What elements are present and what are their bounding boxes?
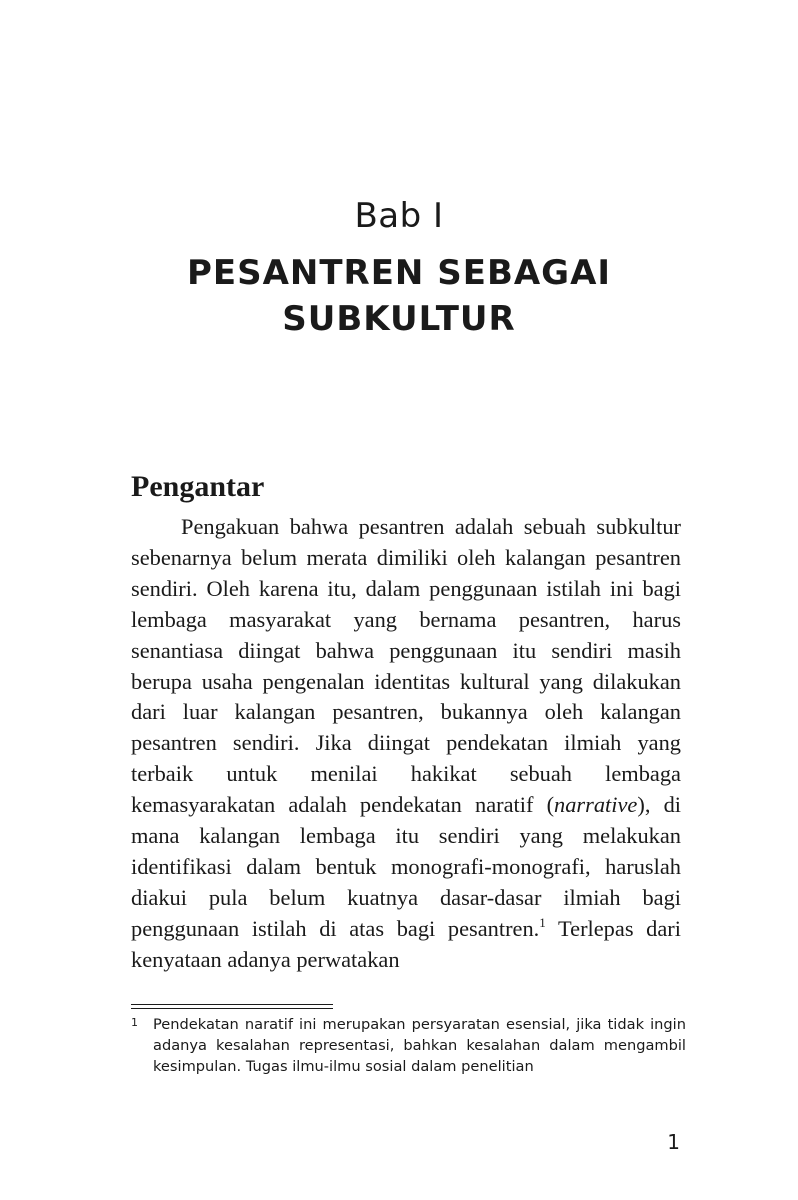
chapter-title-line-2: SUBKULTUR [282,299,516,339]
footnote [131,1014,686,1077]
section-heading: Pengantar [131,470,265,503]
body-paragraph [131,512,681,976]
page-number: 1 [667,1130,680,1154]
paragraph-text-end: Terlepas dari kenyataan adanya perwatakan [131,915,681,972]
paragraph-text-middle: ), di mana kalangan lembaga itu sendiri yang melakukan identifikasi dalam bentuk monografi-monografi, haruslah diakui pula belum kuatnya dasar-dasar ilmiah bagi penggunaan istilah di atas bagi pesantren. [131,792,681,941]
chapter-title [0,250,798,342]
footnote-reference[interactable]: 1 [539,914,546,930]
italic-term: narrative [554,792,638,818]
footnote-separator [131,1004,333,1009]
chapter-title-line-1: PESANTREN SEBAGAI [186,253,612,293]
paragraph-text-start: Pengakuan bahwa pesantren adalah sebuah subkultur sebenarnya belum merata dimiliki oleh kalangan pesantren sendiri. Oleh karena itu, dalam penggunaan istilah ini bagi lembaga masyarakat yang bernama pesantren, harus senantiasa diingat bahwa penggunaan itu sendiri masih berupa usaha pengenalan identitas kultural yang dilakukan dari luar kalangan pesantren, bukannya oleh kalangan pesantren sendiri. Jika diingat pendekatan ilmiah yang terbaik untuk menilai hakikat sebuah lembaga kemasyarakatan adalah pendekatan naratif ( [131,514,681,818]
footnote-text: Pendekatan naratif ini merupakan persyaratan esensial, jika tidak ingin adanya kesalahan representasi, bahkan kesalahan dalam mengambil kesimpulan. Tugas ilmu-ilmu sosial dalam penelitian [153,1016,686,1075]
footnote-marker: 1 [131,1016,138,1029]
chapter-label: Bab I [354,196,444,236]
